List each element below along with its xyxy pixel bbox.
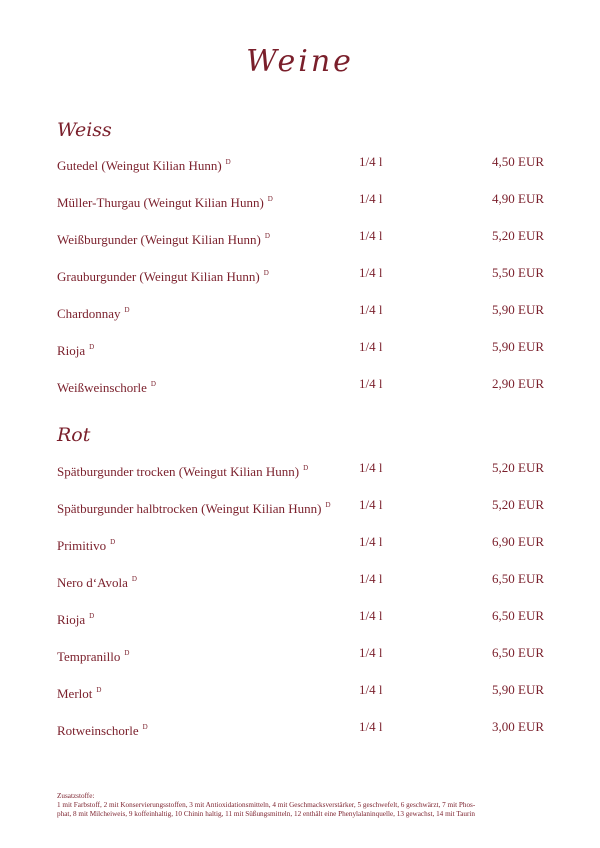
wine-name: Grauburgunder (Weingut Kilian Hunn) $^D$ <box>57 269 269 284</box>
additive-mark: D <box>89 343 95 351</box>
wine-name: Müller-Thurgau (Weingut Kilian Hunn) $^D$ <box>57 195 273 210</box>
wine-size: 1/4 l <box>359 571 383 586</box>
wine-price: 5,20 EUR <box>492 460 544 475</box>
wine-name: Gutedel (Weingut Kilian Hunn) $^D$ <box>57 158 231 173</box>
wine-price: 6,90 EUR <box>492 534 544 549</box>
menu-item-row <box>57 680 544 700</box>
wine-size: 1/4 l <box>359 339 383 354</box>
menu-item-row <box>57 374 544 394</box>
footnote-line: 1 mit Farbstoff, 2 mit Konservierungsstoffen, 3 mit Antioxidationsmitteln, 4 mit Geschmacksverstärker, 5 geschwefelt, 6 geschwärzt, 7 mit Phos- <box>57 801 476 809</box>
menu-item-row <box>57 717 544 737</box>
additive-mark: D <box>96 686 102 694</box>
wine-name: Weißweinschorle $^D$ <box>57 380 156 395</box>
wine-name: Tempranillo $^D$ <box>57 649 130 664</box>
menu-item-row <box>57 458 544 478</box>
wine-name: Spätburgunder halbtrocken (Weingut Kilian Hunn) $^D$ <box>57 501 331 516</box>
wine-size: 1/4 l <box>359 460 383 475</box>
additive-mark: D <box>110 538 116 546</box>
menu-item-row <box>57 152 544 172</box>
additive-mark: D <box>325 501 331 509</box>
additive-mark: D <box>263 269 269 277</box>
menu-item-row <box>57 532 544 552</box>
menu-item-row <box>57 643 544 663</box>
wine-price: 2,90 EUR <box>492 376 544 391</box>
menu-item-row <box>57 189 544 209</box>
wine-name: Spätburgunder trocken (Weingut Kilian Hunn) $^D$ <box>57 464 309 479</box>
wine-name: Weißburgunder (Weingut Kilian Hunn) $^D$ <box>57 232 270 247</box>
wine-price: 5,90 EUR <box>492 682 544 697</box>
menu-item-row <box>57 495 544 515</box>
wine-name: Chardonnay $^D$ <box>57 306 130 321</box>
wine-price: 4,50 EUR <box>492 154 544 169</box>
wine-size: 1/4 l <box>359 719 383 734</box>
wine-size: 1/4 l <box>359 497 383 512</box>
wine-name: Rioja $^D$ <box>57 612 95 627</box>
wine-price: 5,20 EUR <box>492 497 544 512</box>
wine-size: 1/4 l <box>359 265 383 280</box>
additive-mark: D <box>303 464 309 472</box>
menu-item-row <box>57 606 544 626</box>
wine-size: 1/4 l <box>359 228 383 243</box>
wine-size: 1/4 l <box>359 376 383 391</box>
additive-mark: D <box>150 380 156 388</box>
wine-size: 1/4 l <box>359 608 383 623</box>
additive-mark: D <box>267 195 273 203</box>
wine-name: Merlot $^D$ <box>57 686 102 701</box>
wine-price: 3,00 EUR <box>492 719 544 734</box>
section-heading-rot: Rot <box>57 424 91 446</box>
wine-size: 1/4 l <box>359 154 383 169</box>
menu-item-row <box>57 263 544 283</box>
additives-footnote <box>57 792 547 819</box>
page-title: Weine <box>246 44 354 79</box>
menu-item-row <box>57 300 544 320</box>
footnote-line: phat, 8 mit Milcheiweis, 9 koffeinhaltig, 10 Chinin haltig, 11 mit Süßungsmitteln, 12 enthält eine Phenylalaninquelle, 13 gewachst, 14 mit Taurin <box>57 810 475 818</box>
additive-mark: D <box>131 575 137 583</box>
wine-name: Primitivo $^D$ <box>57 538 116 553</box>
wine-name: Rotweinschorle $^D$ <box>57 723 148 738</box>
menu-item-row <box>57 226 544 246</box>
wine-price: 5,90 EUR <box>492 302 544 317</box>
wine-size: 1/4 l <box>359 191 383 206</box>
wine-size: 1/4 l <box>359 302 383 317</box>
wine-name: Nero d‘Avola $^D$ <box>57 575 137 590</box>
additive-mark: D <box>124 649 130 657</box>
wine-price: 6,50 EUR <box>492 608 544 623</box>
additive-mark: D <box>124 306 130 314</box>
wine-price: 6,50 EUR <box>492 645 544 660</box>
wine-price: 5,20 EUR <box>492 228 544 243</box>
menu-item-row <box>57 337 544 357</box>
wine-price: 5,50 EUR <box>492 265 544 280</box>
additive-mark: D <box>264 232 270 240</box>
section-heading-weiss: Weiss <box>57 119 112 141</box>
wine-size: 1/4 l <box>359 534 383 549</box>
footnote-heading: Zusatzstoffe: <box>57 792 95 800</box>
wine-name: Rioja $^D$ <box>57 343 95 358</box>
wine-size: 1/4 l <box>359 682 383 697</box>
wine-price: 6,50 EUR <box>492 571 544 586</box>
additive-mark: D <box>89 612 95 620</box>
additive-mark: D <box>225 158 231 166</box>
wine-price: 4,90 EUR <box>492 191 544 206</box>
menu-item-row <box>57 569 544 589</box>
additive-mark: D <box>142 723 148 731</box>
wine-price: 5,90 EUR <box>492 339 544 354</box>
wine-size: 1/4 l <box>359 645 383 660</box>
